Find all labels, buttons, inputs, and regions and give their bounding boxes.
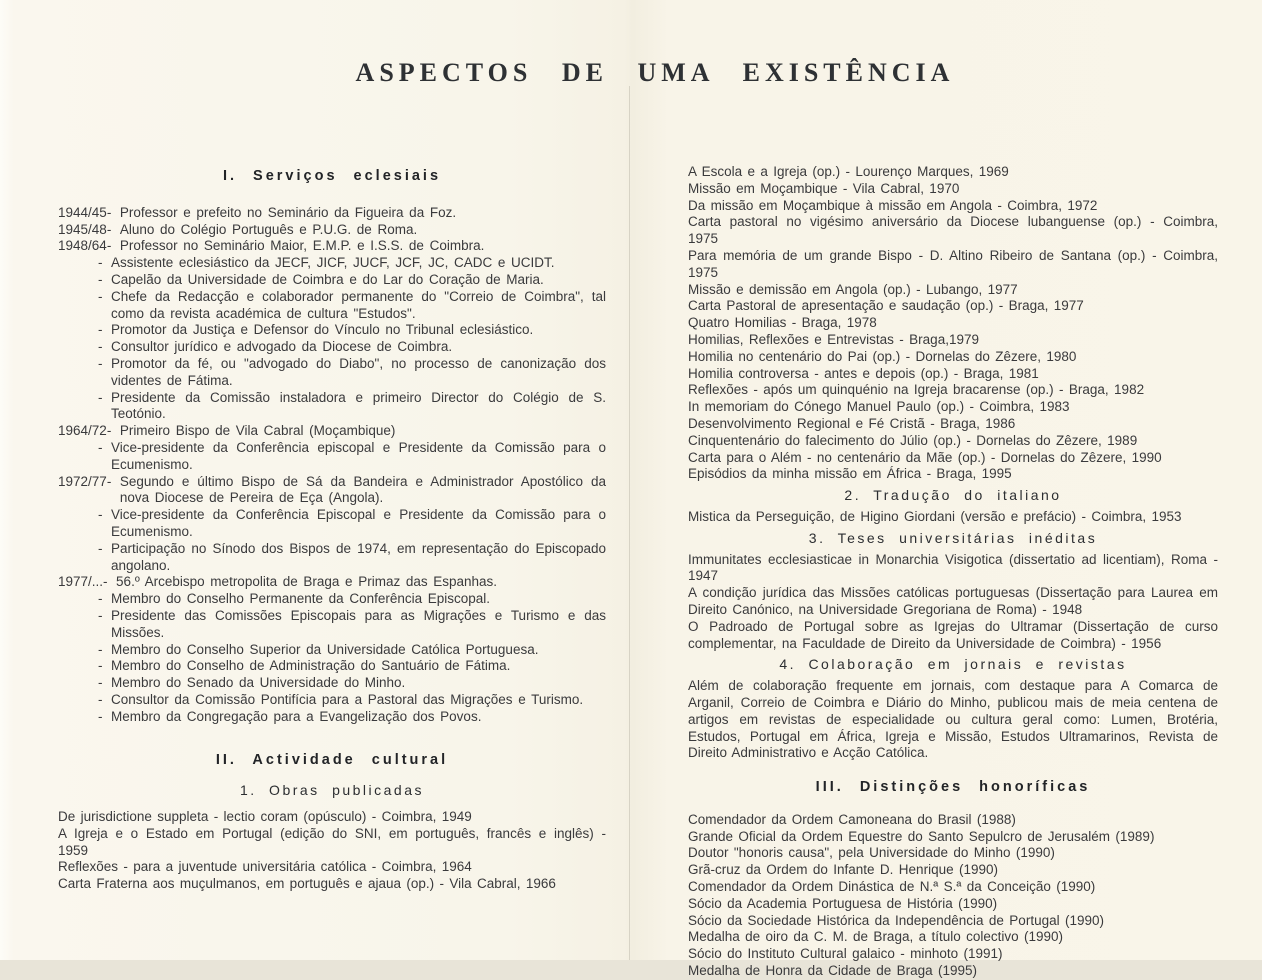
publication-text: Episódios da minha missão em África - Braga, 1995: [688, 466, 1012, 482]
honor-text: Medalha de oiro da C. M. de Braga, a título colectivo (1990): [688, 929, 1064, 945]
publication-text: In memoriam do Cónego Manuel Paulo (op.) - Coimbra, 1983: [688, 399, 1070, 415]
service-entry: [58, 339, 606, 356]
service-entry: [58, 440, 606, 474]
entry-dash-marker: -: [98, 540, 103, 556]
translation-item: [688, 509, 1218, 526]
publication-item: [688, 450, 1218, 467]
entry-dash-marker: -: [98, 641, 103, 657]
entry-text: Consultor da Comissão Pontifícia para a Pastoral das Migrações e Turismo.: [111, 691, 584, 707]
entry-text: Promotor da fé, ou "advogado do Diabo", no processo de canonização dos videntes de Fátima.: [111, 355, 606, 388]
entry-dash-marker: -: [98, 439, 103, 455]
publication-text: Reflexões - para a juventude universitária católica - Coimbra, 1964: [58, 859, 472, 875]
honor-item: [688, 812, 1218, 829]
entry-text: Segundo e último Bispo de Sá da Bandeira e Administrador Apostólico da nova Diocese de Pereira de Eça (Angola).: [119, 473, 606, 506]
honor-item: [688, 913, 1218, 930]
published-works-continued-list: [688, 164, 1218, 483]
entry-text: Vice-presidente da Conferência episcopal e Presidente da Comissão para o Ecumenismo.: [111, 439, 606, 472]
publication-text: Carta Pastoral de apresentação e saudação (op.) - Braga, 1977: [688, 298, 1084, 314]
service-entry: [58, 574, 606, 591]
entry-dash-marker: -: [106, 204, 112, 220]
section-heading-actividade-cultural: II. Actividade cultural: [215, 751, 449, 768]
honor-item: [688, 929, 1218, 946]
entry-text: Participação no Sínodo dos Bispos de 1974, em representação do Episcopado angolano.: [111, 540, 606, 573]
service-entry: [58, 289, 606, 323]
publication-item: [58, 876, 606, 893]
entry-year-label: 1964/72: [58, 423, 107, 439]
publication-item: [688, 198, 1218, 215]
right-page-column: [688, 164, 1218, 980]
entry-text: Professor e prefeito no Seminário da Figueira da Foz.: [119, 204, 457, 220]
publication-text: Da missão em Moçambique à missão em Angola - Coimbra, 1972: [688, 197, 1098, 213]
thesis-item: [688, 619, 1218, 653]
entry-text: Membro do Conselho de Administração do Santuário de Fátima.: [111, 658, 511, 674]
thesis-item: [688, 585, 1218, 619]
entry-text: Membro do Senado da Universidade do Minho.: [111, 675, 406, 691]
entry-text: Vice-presidente da Conferência Episcopal e Presidente da Comissão para o Ecumenismo.: [111, 507, 606, 539]
entry-text: Primeiro Bispo de Vila Cabral (Moçambique): [119, 423, 396, 439]
entry-text: Assistente eclesiástico da JECF, JICF, JUCF, JCF, JC, CADC e UCIDT.: [111, 255, 555, 271]
publication-text: A Escola e a Igreja (op.) - Lourenço Marques, 1969: [688, 164, 1009, 179]
ecclesial-services-list: [58, 205, 606, 726]
entry-dash-marker: -: [98, 658, 103, 674]
publication-item: [688, 382, 1218, 399]
page-edge-shade: [0, 0, 14, 960]
translation-text: Mistica da Perseguição, de Higino Giordani (versão e prefácio) - Coimbra, 1953: [688, 508, 1182, 524]
entry-year-label: 1945/48: [58, 221, 107, 237]
honor-item: [688, 963, 1218, 980]
thesis-text: O Padroado de Portugal sobre as Igrejas do Ultramar (Dissertação de curso complementar, na Faculdade de Direito da Universidade de Coimbra) - 1956: [688, 618, 1218, 651]
service-entry: [58, 692, 606, 709]
entry-dash-marker: -: [106, 221, 112, 237]
entry-dash-marker: -: [106, 423, 112, 439]
service-entry: [58, 272, 606, 289]
entry-dash-marker: -: [98, 691, 103, 707]
honor-item: [688, 862, 1218, 879]
publication-text: Cinquentenário do falecimento do Júlio (op.) - Dornelas do Zêzere, 1989: [688, 432, 1138, 448]
publication-item: [688, 298, 1218, 315]
entry-text: Membro do Conselho Superior da Universidade Católica Portuguesa.: [111, 641, 539, 657]
publication-text: De jurisdictione suppleta - lectio coram (opúsculo) - Coimbra, 1949: [58, 809, 472, 825]
publication-item: [688, 282, 1218, 299]
section-heading-servicos-eclesiais: I. Serviços eclesiais: [222, 168, 442, 184]
publication-item: [688, 181, 1218, 198]
entry-text: Membro do Conselho Permanente da Conferência Episcopal.: [111, 591, 491, 607]
entry-dash-marker: -: [98, 339, 103, 355]
service-entry: [58, 238, 606, 255]
service-entry: [58, 507, 606, 541]
entry-dash-marker: -: [98, 355, 103, 371]
entry-text: Professor no Seminário Maior, E.M.P. e I.S.S. de Coimbra.: [119, 238, 485, 254]
page-gutter-line: [629, 86, 630, 960]
publication-text: Homilia no centenário do Pai (op.) - Dornelas do Zêzere, 1980: [688, 348, 1077, 364]
service-entry: [58, 642, 606, 659]
thesis-text: Immunitates ecclesiasticae in Monarchia Visigotica (dissertatio ad licentiam), Roma - 1947: [688, 551, 1218, 584]
publication-item: [688, 416, 1218, 433]
entry-text: Presidente das Comissões Episcopais para as Migrações e Turismo e das Missões.: [111, 607, 606, 640]
subsection-heading-traducao-italiano: 2. Tradução do italiano: [844, 487, 1062, 504]
service-entry: [58, 709, 606, 726]
service-entry: [58, 222, 606, 239]
publication-item: [688, 466, 1218, 483]
publication-item: [58, 859, 606, 876]
left-page-column: [58, 168, 606, 893]
honor-item: [688, 946, 1218, 963]
subsection-heading-teses-universitarias: 3. Teses universitárias inéditas: [808, 529, 1098, 546]
publication-text: Homilia controversa - antes e depois (op.) - Braga, 1981: [688, 365, 1039, 381]
subsection-heading-colaboracao-jornais: 4. Colaboração em jornais e revistas: [779, 656, 1127, 673]
entry-year-label: 1972/77: [58, 473, 107, 489]
honor-text: Sócio da Sociedade Histórica da Independência de Portugal (1990): [688, 912, 1104, 928]
publication-text: Carta Fraterna aos muçulmanos, em português e ajaua (op.) - Vila Cabral, 1966: [58, 876, 556, 892]
theses-list: [688, 552, 1218, 653]
thesis-item: [688, 552, 1218, 586]
entry-dash-marker: -: [98, 271, 103, 287]
publication-text: Desenvolvimento Regional e Fé Cristã - Braga, 1986: [688, 415, 1016, 431]
publication-text: Homilias, Reflexões e Entrevistas - Braga,1979: [688, 331, 979, 347]
entry-year-label: 1944/45: [58, 204, 107, 220]
honor-item: [688, 845, 1218, 862]
publication-item: [688, 332, 1218, 349]
journals-collaboration-paragraph: Além de colaboração frequente em jornais, com destaque para A Comarca de Arganil, Correio de Coimbra e Diário do Minho, publicou mais de meia centena de artigos em revistas de especialidade ou cultura geral como: Lumen, Brotéria, Estudos, Portugal em África, Igreja e Missão, Estudos Ultramarinos, Revista de Direito Administrativo e Acção Católica.: [688, 678, 1218, 761]
honors-list: [688, 812, 1218, 980]
published-works-list: [58, 809, 606, 893]
publication-item: [688, 214, 1218, 248]
publication-item: [688, 248, 1218, 282]
publication-text: Carta pastoral no vigésimo aniversário da Diocese lubanguense (op.) - Coimbra, 1975: [688, 214, 1218, 247]
entry-year-label: 1948/64: [58, 238, 107, 254]
honor-text: Comendador da Ordem Dinástica de N.ª S.ª da Conceição (1990): [688, 879, 1096, 895]
entry-text: Membro da Congregação para a Evangelização dos Povos.: [111, 708, 482, 724]
publication-item: [58, 809, 606, 826]
entry-dash-marker: -: [98, 708, 103, 724]
entry-text: Presidente da Comissão instaladora e primeiro Director do Colégio de S. Teotónio.: [111, 389, 606, 422]
honor-text: Comendador da Ordem Camoneana do Brasil (1988): [688, 811, 1016, 827]
entry-dash-marker: -: [98, 288, 103, 304]
entry-dash-marker: -: [98, 389, 103, 405]
entry-text: Capelão da Universidade de Coimbra e do Lar do Coração de Maria.: [111, 271, 544, 287]
honor-item: [688, 879, 1218, 896]
publication-item: [688, 349, 1218, 366]
service-entry: [58, 541, 606, 575]
publication-text: Missão e demissão em Angola (op.) - Lubango, 1977: [688, 281, 1018, 297]
entry-dash-marker: -: [98, 322, 103, 338]
publication-item: [688, 433, 1218, 450]
publication-text: A Igreja e o Estado em Portugal (edição do SNI, em português, francês e inglês) - 1959: [58, 825, 606, 858]
entry-text: Aluno do Colégio Português e P.U.G. de Roma.: [119, 221, 418, 237]
service-entry: [58, 356, 606, 390]
thesis-text: A condição jurídica das Missões católicas portuguesas (Dissertação para Laurea em Direito Canónico, na Universidade Gregoriana de Roma) - 1948: [688, 585, 1218, 617]
entry-dash-marker: -: [98, 255, 103, 271]
honor-item: [688, 896, 1218, 913]
service-entry: [58, 591, 606, 608]
entry-dash-marker: -: [103, 574, 108, 590]
service-entry: [58, 658, 606, 675]
publication-item: [688, 315, 1218, 332]
entry-year-label: 1977/...: [58, 574, 104, 590]
publication-item: [58, 826, 606, 860]
service-entry: [58, 255, 606, 272]
honor-text: Grande Oficial da Ordem Equestre do Santo Sepulcro de Jerusalém (1989): [688, 828, 1155, 844]
honor-item: [688, 829, 1218, 846]
publication-item: [688, 399, 1218, 416]
entry-dash-marker: -: [106, 238, 112, 254]
honor-text: Grã-cruz da Ordem do Infante D. Henrique (1990): [688, 862, 998, 878]
entry-dash-marker: -: [98, 607, 103, 623]
entry-text: Consultor jurídico e advogado da Diocese de Coimbra.: [111, 339, 453, 355]
honor-text: Sócio da Academia Portuguesa de História (1990): [688, 895, 998, 911]
publication-text: Para memória de um grande Bispo - D. Altino Ribeiro de Santana (op.) - Coimbra, 1975: [688, 247, 1218, 280]
entry-dash-marker: -: [98, 507, 103, 523]
publication-text: Quatro Homilias - Braga, 1978: [688, 315, 877, 331]
service-entry: [58, 390, 606, 424]
entry-dash-marker: -: [106, 473, 112, 489]
honor-text: Medalha de Honra da Cidade de Braga (1995): [688, 963, 978, 979]
section-heading-distincoes-honorificas: III. Distinções honoríficas: [815, 779, 1091, 796]
translations-list: [688, 509, 1218, 526]
publication-item: [688, 366, 1218, 383]
publication-text: Missão em Moçambique - Vila Cabral, 1970: [688, 180, 960, 196]
publication-text: Carta para o Além - no centenário da Mãe (op.) - Dornelas do Zêzere, 1990: [688, 449, 1162, 465]
service-entry: [58, 322, 606, 339]
page-title: ASPECTOS DE UMA EXISTÊNCIA: [355, 58, 955, 87]
entry-dash-marker: -: [98, 591, 103, 607]
subsection-heading-obras-publicadas: 1. Obras publicadas: [239, 782, 425, 799]
entry-text: Chefe da Redacção e colaborador permanente do "Correio de Coimbra", tal como da revista académica de cultura "Estudos".: [111, 288, 606, 321]
service-entry: [58, 474, 606, 508]
publication-item: [688, 164, 1218, 181]
entry-text: Promotor da Justiça e Defensor do Vínculo no Tribunal eclesiástico.: [111, 322, 534, 338]
entry-dash-marker: -: [98, 675, 103, 691]
service-entry: [58, 608, 606, 642]
publication-text: Reflexões - após um quinquénio na Igreja bracarense (op.) - Braga, 1982: [688, 382, 1145, 398]
entry-text: 56.º Arcebispo metropolita de Braga e Primaz das Espanhas.: [116, 574, 498, 590]
service-entry: [58, 675, 606, 692]
service-entry: [58, 423, 606, 440]
honor-text: Doutor "honoris causa", pela Universidade do Minho (1990): [688, 845, 1055, 861]
service-entry: [58, 205, 606, 222]
honor-text: Sócio do Instituto Cultural galaico - minhoto (1991): [688, 946, 1003, 962]
